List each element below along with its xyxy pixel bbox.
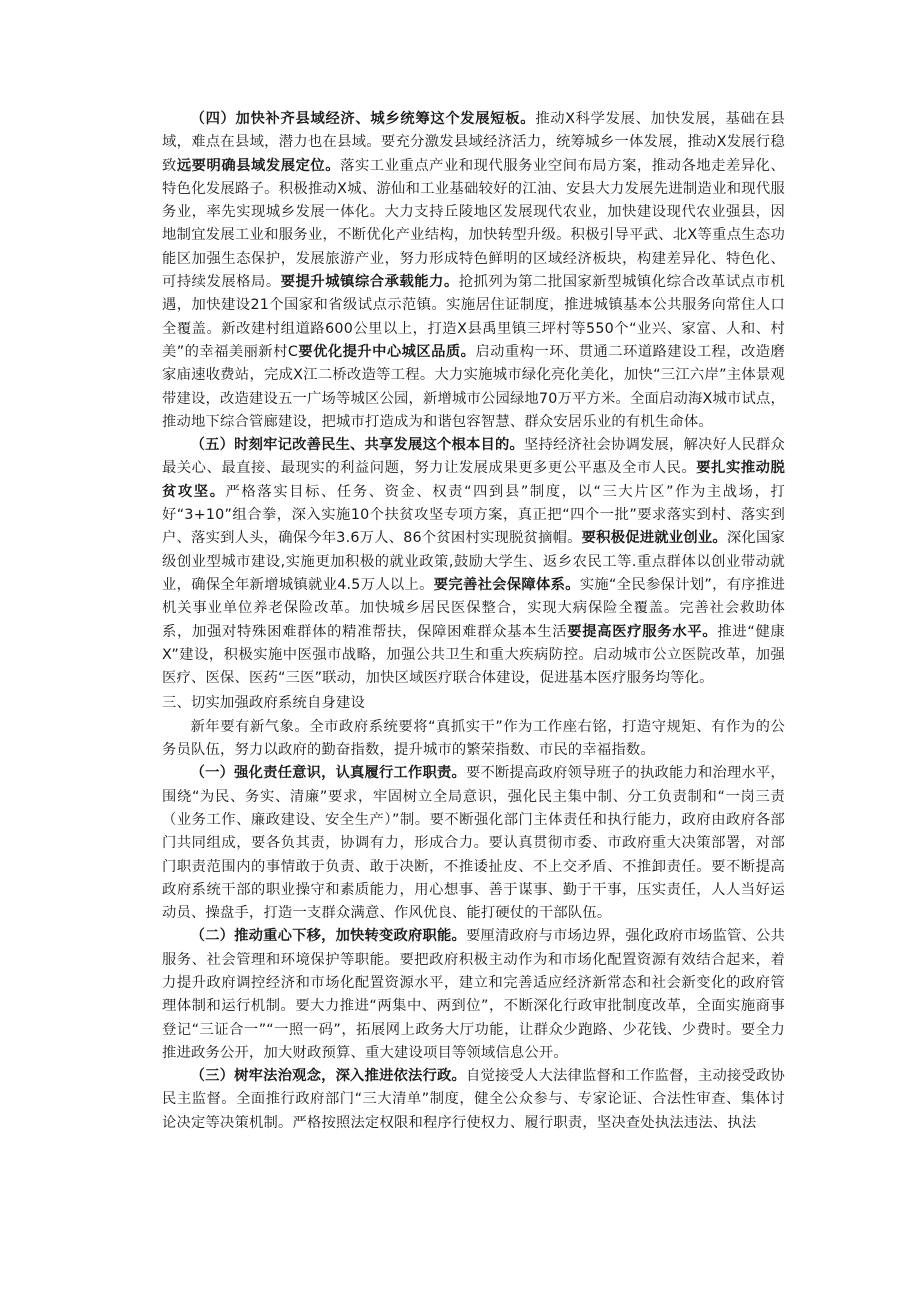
section-heading: 三、切实加强政府系统自身建设 (162, 695, 365, 712)
key-point-phrase: 远要明确县域发展定位。 (176, 157, 341, 174)
paragraph-text: 抢抓列为第二批国家新型城镇化综合改革试点市机遇，加快建设21个国家和省级试点示范镇。实施居住证制度，推进城镇基本公共服务向常住人口全覆盖。新改建村组道路600公里以上，打造X县禹里镇三坪村等550个“业兴、家富、人和、村美”的幸福美丽新村C (162, 274, 785, 360)
paragraph-text: 推进“健康X”建设，积极实施中医强市战略，加强公共卫生和重大疾病防控。启动城市公立医院改革，加强医疗、医保、医药“三医”联动，加快区域医疗联合体建设，促进基本医疗服务均等化。 (162, 623, 785, 687)
paragraph-text: 实施“全民参保计划”，有序推进机关事业单位养老保险改革。加快城乡居民医保整合，实现大病保险全覆盖。完善社会救助体系，加强对特殊困难群体的精准帮扶，保障困难群众基本生活 (162, 576, 786, 640)
document-body (162, 108, 785, 1135)
paragraph (162, 925, 785, 1065)
paragraph-text: 要不断提高政府领导班子的执政能力和治理水平，围绕“为民、务实、清廉”要求，牢固树立全局意识，强化民主集中制、分工负责制和“一岗三责（业务工作、廉政建设、安全生产）”制。要不断强化部门主体责任和执行能力，政府由政府各部门共同组成，要各负其责，协调有力，形成合力。要认真贯彻市委、市政府重大决策部署，对部门职责范围内的事情敢于负责、敢于决断，不推诿扯皮、不上交矛盾、不推卸责任。要不断提高政府系统干部的职业操守和素质能力，用心想事、善于谋事、勤于干事，压实责任，人人当好运动员、操盘手，打造一支群众满意、作风优良、能打硬仗的干部队伍。 (162, 765, 785, 922)
key-point-phrase: 要优化提升中心城区品质。 (298, 343, 476, 360)
key-point-phrase: 要提高医疗服务水平。 (567, 623, 718, 640)
key-point-phrase: 要扎实推动脱贫攻坚。 (162, 460, 786, 500)
paragraph-text: 坚持经济社会协调发展，解决好人民群众最关心、最直接、最现实的利益问题，努力让发展成果更多更公平惠及全市人民。 (162, 437, 785, 477)
paragraph (162, 108, 785, 434)
paragraph-lead-heading: （三）树牢法治观念，深入推进依法行政。 (190, 1068, 467, 1085)
key-point-phrase: 要完善社会保障体系。 (433, 576, 580, 593)
paragraph (162, 716, 785, 763)
paragraph (162, 434, 785, 690)
key-point-phrase: 要积极促进就业创业。 (581, 530, 727, 547)
paragraph (162, 1065, 785, 1135)
paragraph-text: 自觉接受人大法律监督和工作监督，主动接受政协民主监督。全面推行政府部门“三大清单”制度，健全公众参与、专家论证、合法性审查、集体讨论决定等决策机制。严格按照法定权限和程序行使权力、履行职责，坚决查处执法违法、执法 (162, 1068, 785, 1131)
paragraph-text: 新年要有新气象。全市政府系统要将“真抓实干”作为工作座右铭，打造守规矩、有作为的公务员队伍，努力以政府的勤奋指数，提升城市的繁荣指数、市民的幸福指数。 (162, 718, 785, 759)
paragraph-text: 严格落实目标、任务、资金、权责“四到县”制度，以“三大片区”作为主战场，打好“3+10”组合拳，深入实施10个扶贫攻坚专项方案，真正把“四个一批”要求落实到村、落实到户、落实到人头，确保今年3.6万人、86个贫困村实现脱贫摘帽。 (162, 483, 785, 547)
paragraph-lead-heading: （二）推动重心下移，加快转变政府职能。 (190, 928, 467, 945)
paragraph-lead-heading: （一）强化责任意识，认真履行工作职责。 (190, 765, 467, 782)
paragraph-text: 启动重构一环、贯通二环道路建设工程，改造磨家庙速收费站，完成X江二桥改造等工程。大力实施城市绿化亮化美化，加快“三江六岸”主体景观带建设，改造建设五一广场等城区公园，新增城市公园绿地70万平方米。全面启动海X城市试点，推动地下综合管廊建设，把城市打造成为和谐包容智慧、群众安居乐业的有机生命体。 (162, 343, 786, 430)
paragraph-text: 深化国家级创业型城市建设,实施更加积极的就业政策,鼓励大学生、返乡农民工等.重点群体以创业带动就业，确保全年新增城镇就业4.5万人以上。 (162, 530, 785, 593)
paragraph-text: 要厘清政府与市场边界，强化政府市场监管、公共服务、社会管理和环境保护等职能。要把政府积极主动作为和市场化配置资源有效结合起来，着力提升政府调控经济和市场化配置资源水平，建立和完善适应经济新常态和社会新变化的政府管理体制和运行机制。要大力推进“两集中、两到位”，不断深化行政审批制度改革，全面实施商事登记“三证合一”“一照一码”，拓展网上政务大厅功能，让群众少跑路、少花钱、少费时。要全力推进政务公开，加大财政预算、重大建设项目等领域信息公开。 (162, 928, 785, 1061)
paragraph-text: 推动X科学发展、加快发展，基础在县域，难点在县域，潜力也在县域。要充分激发县域经济活力，统筹城乡一体发展，推动X发展行稳致 (162, 111, 785, 174)
paragraph-lead-heading: （四）加快补齐县域经济、城乡统筹这个发展短板。 (190, 111, 536, 127)
key-point-phrase: 要提升城镇综合承载能力。 (280, 274, 459, 291)
paragraph-text: 落实工业重点产业和现代服务业空间布局方案，推动各地走差异化、特色化发展路子。积极推动X城、游仙和工业基础较好的江油、安县大力发展先进制造业和现代服务业，率先实现城乡发展一体化。大力支持丘陵地区发展现代农业，加快建设现代农业强县，因地制宜发展工业和服务业，不断优化产业结构，加快转型升级。积极引导平武、北X等重点生态功能区加强生态保护，发展旅游产业，努力形成特色鲜明的区域经济板块，构建差异化、特色化、可持续发展格局。 (162, 157, 786, 291)
paragraph-lead-heading: （五）时刻牢记改善民生、共享发展这个根本目的。 (190, 437, 525, 454)
paragraph (162, 762, 785, 925)
